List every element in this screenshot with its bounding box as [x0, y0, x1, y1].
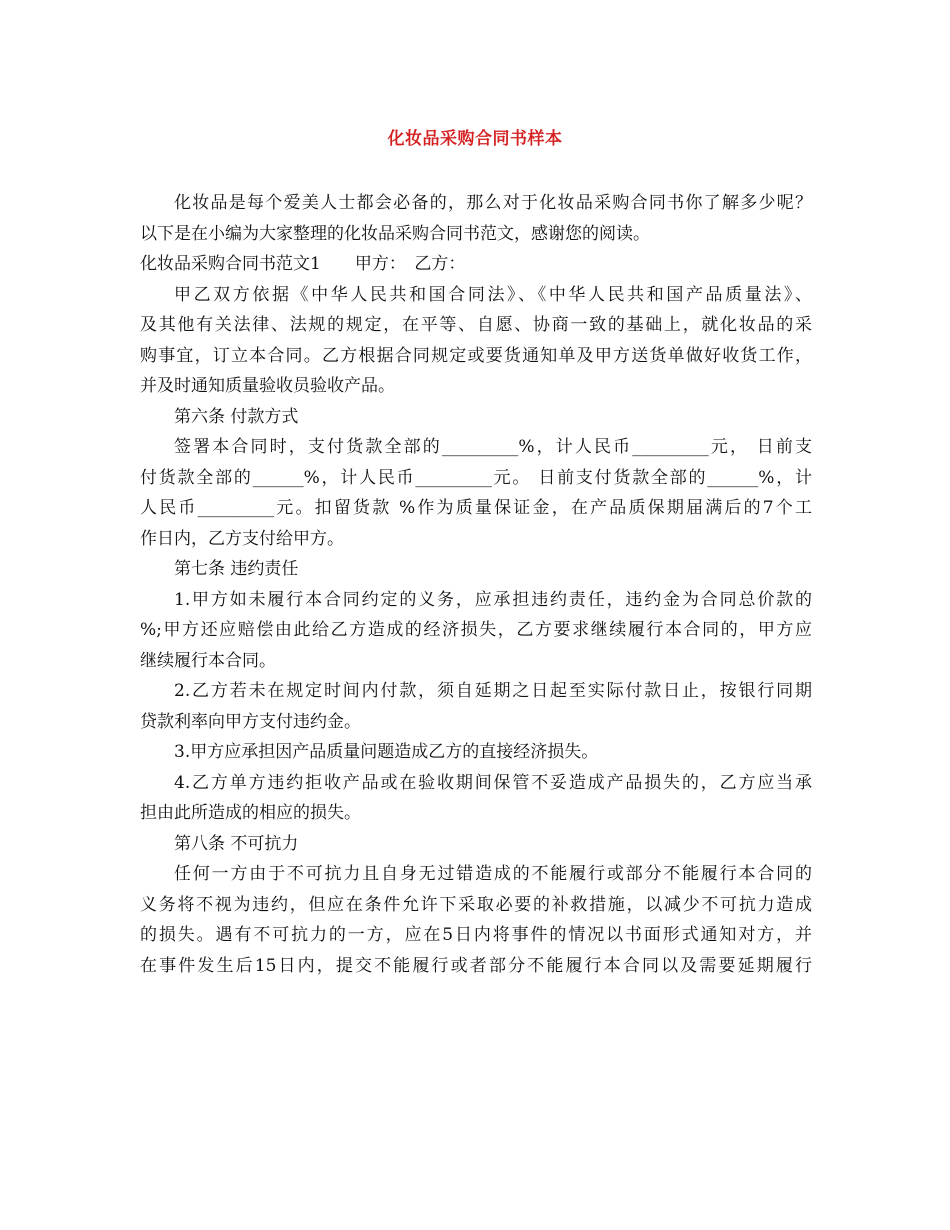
document-body	[140, 188, 812, 981]
text-line: 化妆品是每个爱美人士都会必备的，那么对于化妆品采购合同书你了解多少呢？	[174, 193, 812, 213]
text-line: 作日内，乙方支付给甲方。	[140, 528, 344, 549]
text-line: 任何一方由于不可抗力且自身无过错造成的不能履行或部分不能履行本合同的	[174, 864, 812, 884]
text-line: 1.甲方如未履行本合同约定的义务，应承担违约责任，违约金为合同总价款的	[174, 589, 812, 610]
text-line: 在事件发生后15日内，提交不能履行或者部分不能履行本合同以及需要延期履行	[140, 955, 812, 976]
text-line: 签署本合同时，支付货款全部的_________%，计人民币_________元， 日前支	[174, 437, 812, 457]
text-line: 甲乙双方依据《中华人民共和国合同法》、《中华人民共和国产品质量法》、	[174, 284, 812, 305]
text-line: 化妆品采购合同书范文1 甲方： 乙方：	[140, 254, 466, 274]
document-title: 化妆品采购合同书样本	[387, 129, 563, 149]
text-line: 继续履行本合同。	[140, 650, 276, 671]
text-line: 义务将不视为违约，但应在条件允许下采取必要的补救措施，以减少不可抗力造成	[140, 894, 812, 915]
text-line: 付货款全部的______%，计人民币_________元。 日前支付货款全部的______%，计	[140, 467, 812, 488]
text-line: 人民币_________元。扣留货款 %作为质量保证金，在产品质保期届满后的7个工	[140, 498, 812, 518]
text-line: 4.乙方单方违约拒收产品或在验收期间保管不妥造成产品损失的，乙方应当承	[174, 772, 812, 793]
text-line: 贷款利率向甲方支付违约金。	[140, 711, 361, 732]
text-line: 的损失。遇有不可抗力的一方，应在5日内将事件的情况以书面形式通知对方，并	[140, 925, 812, 945]
text-line: 以下是在小编为大家整理的化妆品采购合同书范文，感谢您的阅读。	[140, 223, 650, 244]
text-line: 并及时通知质量验收员验收产品。	[140, 376, 395, 396]
text-line: 2.乙方若未在规定时间内付款，须自延期之日起至实际付款日止，按银行同期	[174, 681, 812, 701]
text-line: 担由此所造成的相应的损失。	[140, 803, 361, 823]
text-line: %;甲方还应赔偿由此给乙方造成的经济损失，乙方要求继续履行本合同的，甲方应	[140, 620, 812, 640]
text-line: 第八条 不可抗力	[174, 833, 299, 854]
text-line: 及其他有关法律、法规的规定，在平等、自愿、协商一致的基础上，就化妆品的采	[140, 315, 812, 335]
text-line: 3.甲方应承担因产品质量问题造成乙方的直接经济损失。	[174, 742, 599, 762]
text-line: 第七条 违约责任	[174, 559, 299, 579]
text-line: 第六条 付款方式	[174, 406, 299, 427]
text-line: 购事宜，订立本合同。乙方根据合同规定或要货通知单及甲方送货单做好收货工作，	[140, 345, 812, 366]
